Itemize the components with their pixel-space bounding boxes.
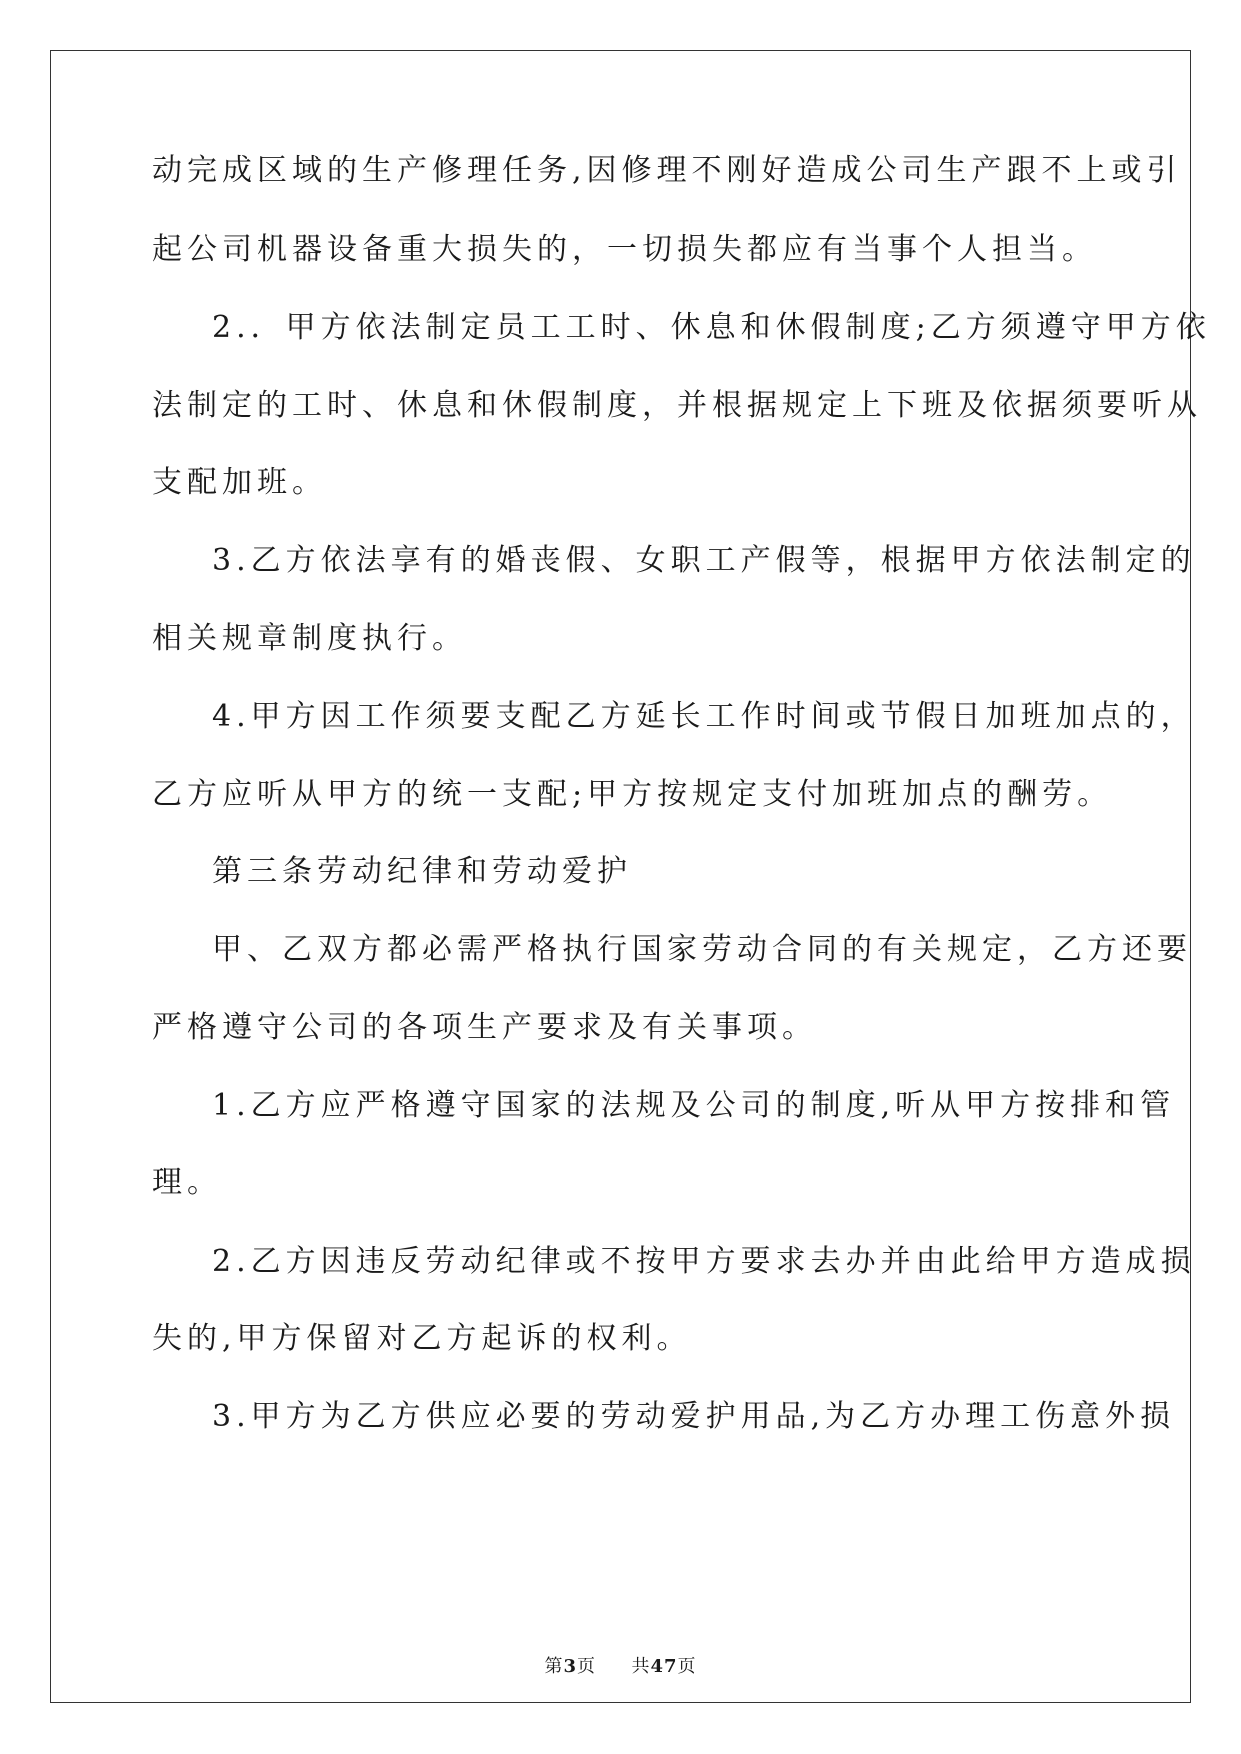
page-footer <box>0 1655 1241 1679</box>
body-text-line: 相关规章制度执行。 <box>152 621 467 656</box>
body-text-line: 法制定的工时、休息和休假制度，并根据规定上下班及依据须要听从 <box>152 388 1202 423</box>
body-text-line: 2.乙方因违反劳动纪律或不按甲方要求去办并由此给甲方造成损 <box>212 1244 1196 1279</box>
page-number: 3 <box>563 1656 577 1677</box>
body-text-line: 甲、乙双方都必需严格执行国家劳动合同的有关规定，乙方还要 <box>212 932 1192 967</box>
total-suffix: 页 <box>677 1656 697 1677</box>
body-text-line: 动完成区域的生产修理任务,因修理不刚好造成公司生产跟不上或引 <box>152 153 1182 188</box>
body-text-line: 3.甲方为乙方供应必要的劳动爱护用品,为乙方办理工伤意外损 <box>212 1399 1176 1434</box>
body-text-line: 3.乙方依法享有的婚丧假、女职工产假等，根据甲方依法制定的 <box>212 543 1196 578</box>
page-prefix: 第 <box>544 1656 564 1677</box>
total-prefix: 共 <box>631 1656 651 1677</box>
body-text-line: 1.乙方应严格遵守国家的法规及公司的制度,听从甲方按排和管 <box>212 1088 1176 1123</box>
body-text-line: 严格遵守公司的各项生产要求及有关事项。 <box>152 1010 817 1045</box>
body-text-line: 理。 <box>152 1165 222 1200</box>
body-text-line: 4.甲方因工作须要支配乙方延长工作时间或节假日加班加点的， <box>212 699 1196 734</box>
body-text-line: 2.．甲方依法制定员工工时、休息和休假制度;乙方须遵守甲方依 <box>212 310 1211 345</box>
body-text-line: 失的,甲方保留对乙方起诉的权利。 <box>152 1321 692 1356</box>
body-text-line: 起公司机器设备重大损失的，一切损失都应有当事个人担当。 <box>152 232 1097 267</box>
body-text-line: 支配加班。 <box>152 465 327 500</box>
body-text-line: 乙方应听从甲方的统一支配;甲方按规定支付加班加点的酬劳。 <box>152 777 1113 812</box>
section-heading: 第三条劳动纪律和劳动爱护 <box>212 854 632 889</box>
page-suffix: 页 <box>577 1656 596 1677</box>
total-pages: 47 <box>650 1656 678 1677</box>
